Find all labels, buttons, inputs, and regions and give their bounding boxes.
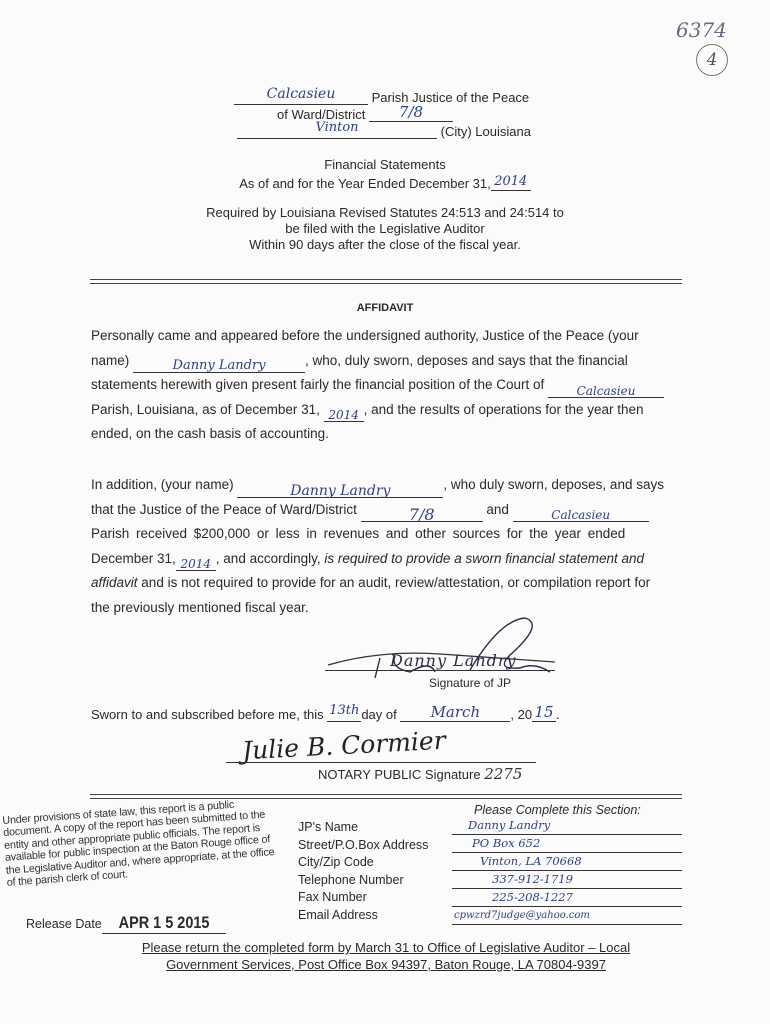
jp-signature-label: Signature of JP [429,676,512,690]
contact-value-fax: 225-208-1227 [452,889,682,907]
p1-line-1: Personally came and appeared before the undersigned authority, Justice of the Peace (your [91,328,639,343]
notary-number: 2275 [484,765,523,783]
p2-name-label: In addition, (your name) [91,477,234,492]
p1-name-field: Danny Landry [133,354,305,373]
release-stamp-text: Under provisions of state law, this report is a public document. A copy of the report has been submitted to the entity and other appropriate public officials. The report is available for public inspection at the Baton Rouge office of the Legislative Auditor and, where appropriate, at the office of the parish clerk of court. [2,798,275,889]
sworn-label-c: , 20 [510,707,533,722]
jp-signature: Danny Landry [390,651,517,670]
corner-circled-value: 4 [706,50,718,70]
p2-line-5 [91,571,685,596]
contact-label-city: City/Zip Code [298,855,374,869]
p2-required-text: is required to provide a sworn financial statement and [324,550,645,566]
notary-signature-line [226,762,536,763]
sworn-month-field: March [400,703,510,722]
p2-line-1 [91,473,685,498]
p2-accordingly: , and accordingly, [215,550,321,566]
ward-label: of Ward/District [277,107,366,122]
contact-values [452,817,682,925]
sworn-label-a: Sworn to and subscribed before me, this [91,707,324,722]
affidavit-paragraph-2 [91,473,685,620]
release-date-row [26,913,248,934]
contact-value-name: Danny Landry [452,817,682,835]
p2-and: and [486,501,509,517]
contact-value-city: Vinton, LA 70668 [452,853,682,871]
mid-divider-thin [90,798,682,799]
requirement-2: be filed with the Legislative Auditor [285,221,485,236]
affidavit-paragraph-1 [91,324,685,447]
p1-date-label: Parish, Louisiana, as of December 31, [91,401,320,417]
parish-field: Calcasieu [234,86,368,105]
notary-label-text: NOTARY PUBLIC Signature [318,767,481,782]
corner-circled-number [696,44,728,76]
affidavit-title: AFFIDAVIT [356,302,414,314]
p2-year-field: 2014 [176,552,216,571]
sworn-line: Sworn to and subscribed before me, this 13th day of March , 20 15 . [91,703,560,722]
header-city-row [237,120,557,139]
release-label: Release Date [26,917,102,931]
p1-line-3 [91,373,685,398]
requirement-1: Required by Louisiana Revised Statutes 24:513 and 24:514 to [206,205,564,220]
contact-label-name: JP's Name [298,820,359,834]
contact-heading: Please Complete this Section: [474,803,641,817]
p1-year-field: 2014 [324,403,364,422]
contact-label-phone: Telephone Number [298,872,404,887]
year-line [185,174,585,191]
p2-line-3: Parish received $200,000 or less in revenues and other sources for the year ended [91,526,626,541]
p1-court-field: Calcasieu [548,379,664,398]
p2-parish-field: Calcasieu [513,503,649,522]
p2-name-field: Danny Landry [237,479,443,498]
requirement-3: Within 90 days after the close of the fiscal year. [249,237,521,252]
p1-line-5: ended, on the cash basis of accounting. [91,426,329,441]
p1-court-label: statements herewith given present fairly the financial position of the Court of [91,377,545,392]
p2-line-4 [91,547,685,572]
notary-signature: Julie B. Cormier [241,725,447,766]
ward-field: 7/8 [369,103,453,122]
p2-ward-field: 7/8 [361,503,483,522]
p2-name-tail: , who duly sworn, deposes, and says [443,477,664,492]
p1-name-label: name) [91,352,130,368]
contact-value-phone: 337-912-1719 [452,871,682,889]
jp-signature-scribble [320,610,570,686]
mid-divider [90,794,682,795]
corner-number: 6374 [676,18,727,42]
contact-value-email: cpwzrd7judge@yahoo.com [452,907,682,925]
p1-line-2 [91,349,685,374]
release-date: APR 1 5 2015 [102,913,226,934]
p2-affidavit-word: affidavit [91,575,138,590]
sworn-year-field: 15 [532,703,556,722]
jp-signature-line [325,670,555,671]
year-line-text: As of and for the Year Ended December 31, [239,176,491,191]
contact-value-street: PO Box 652 [452,835,682,853]
sworn-label-b: day of [361,707,397,722]
contact-label-street: Street/P.O.Box Address [298,837,429,852]
p2-line-2 [91,498,685,523]
p1-line-4 [91,398,685,423]
footer-line-1: Please return the completed form by March 31 to Office of Legislative Auditor – Local [141,940,631,955]
p2-ward-label: that the Justice of the Peace of Ward/District [91,501,357,517]
year-field: 2014 [491,174,531,191]
city-field: Vinton [237,120,437,139]
notary-label [318,765,522,783]
footer-line-2: Government Services, Post Office Box 94397, Baton Rouge, LA 70804-9397 [166,957,606,972]
p1-date-tail: , and the results of operations for the year then [363,401,644,417]
top-divider-thin [90,283,682,284]
p2-date-label: December 31, [91,550,176,566]
p2-not-required: and is not required to provide for an audit, review/attestation, or compilation report for [141,575,651,590]
contact-labels [298,819,428,924]
sworn-day-field: 13th [327,703,361,722]
top-divider [90,279,682,280]
p2-line-6: the previously mentioned fiscal year. [91,599,309,615]
parish-label: Parish Justice of the Peace [371,90,530,105]
contact-label-email: Email Address [298,907,378,922]
p1-name-tail: , who, duly sworn, deposes and says that the financial [305,352,628,368]
fin-title: Financial Statements [324,157,446,172]
city-label: (City) Louisiana [440,124,531,139]
contact-label-fax: Fax Number [298,890,367,904]
